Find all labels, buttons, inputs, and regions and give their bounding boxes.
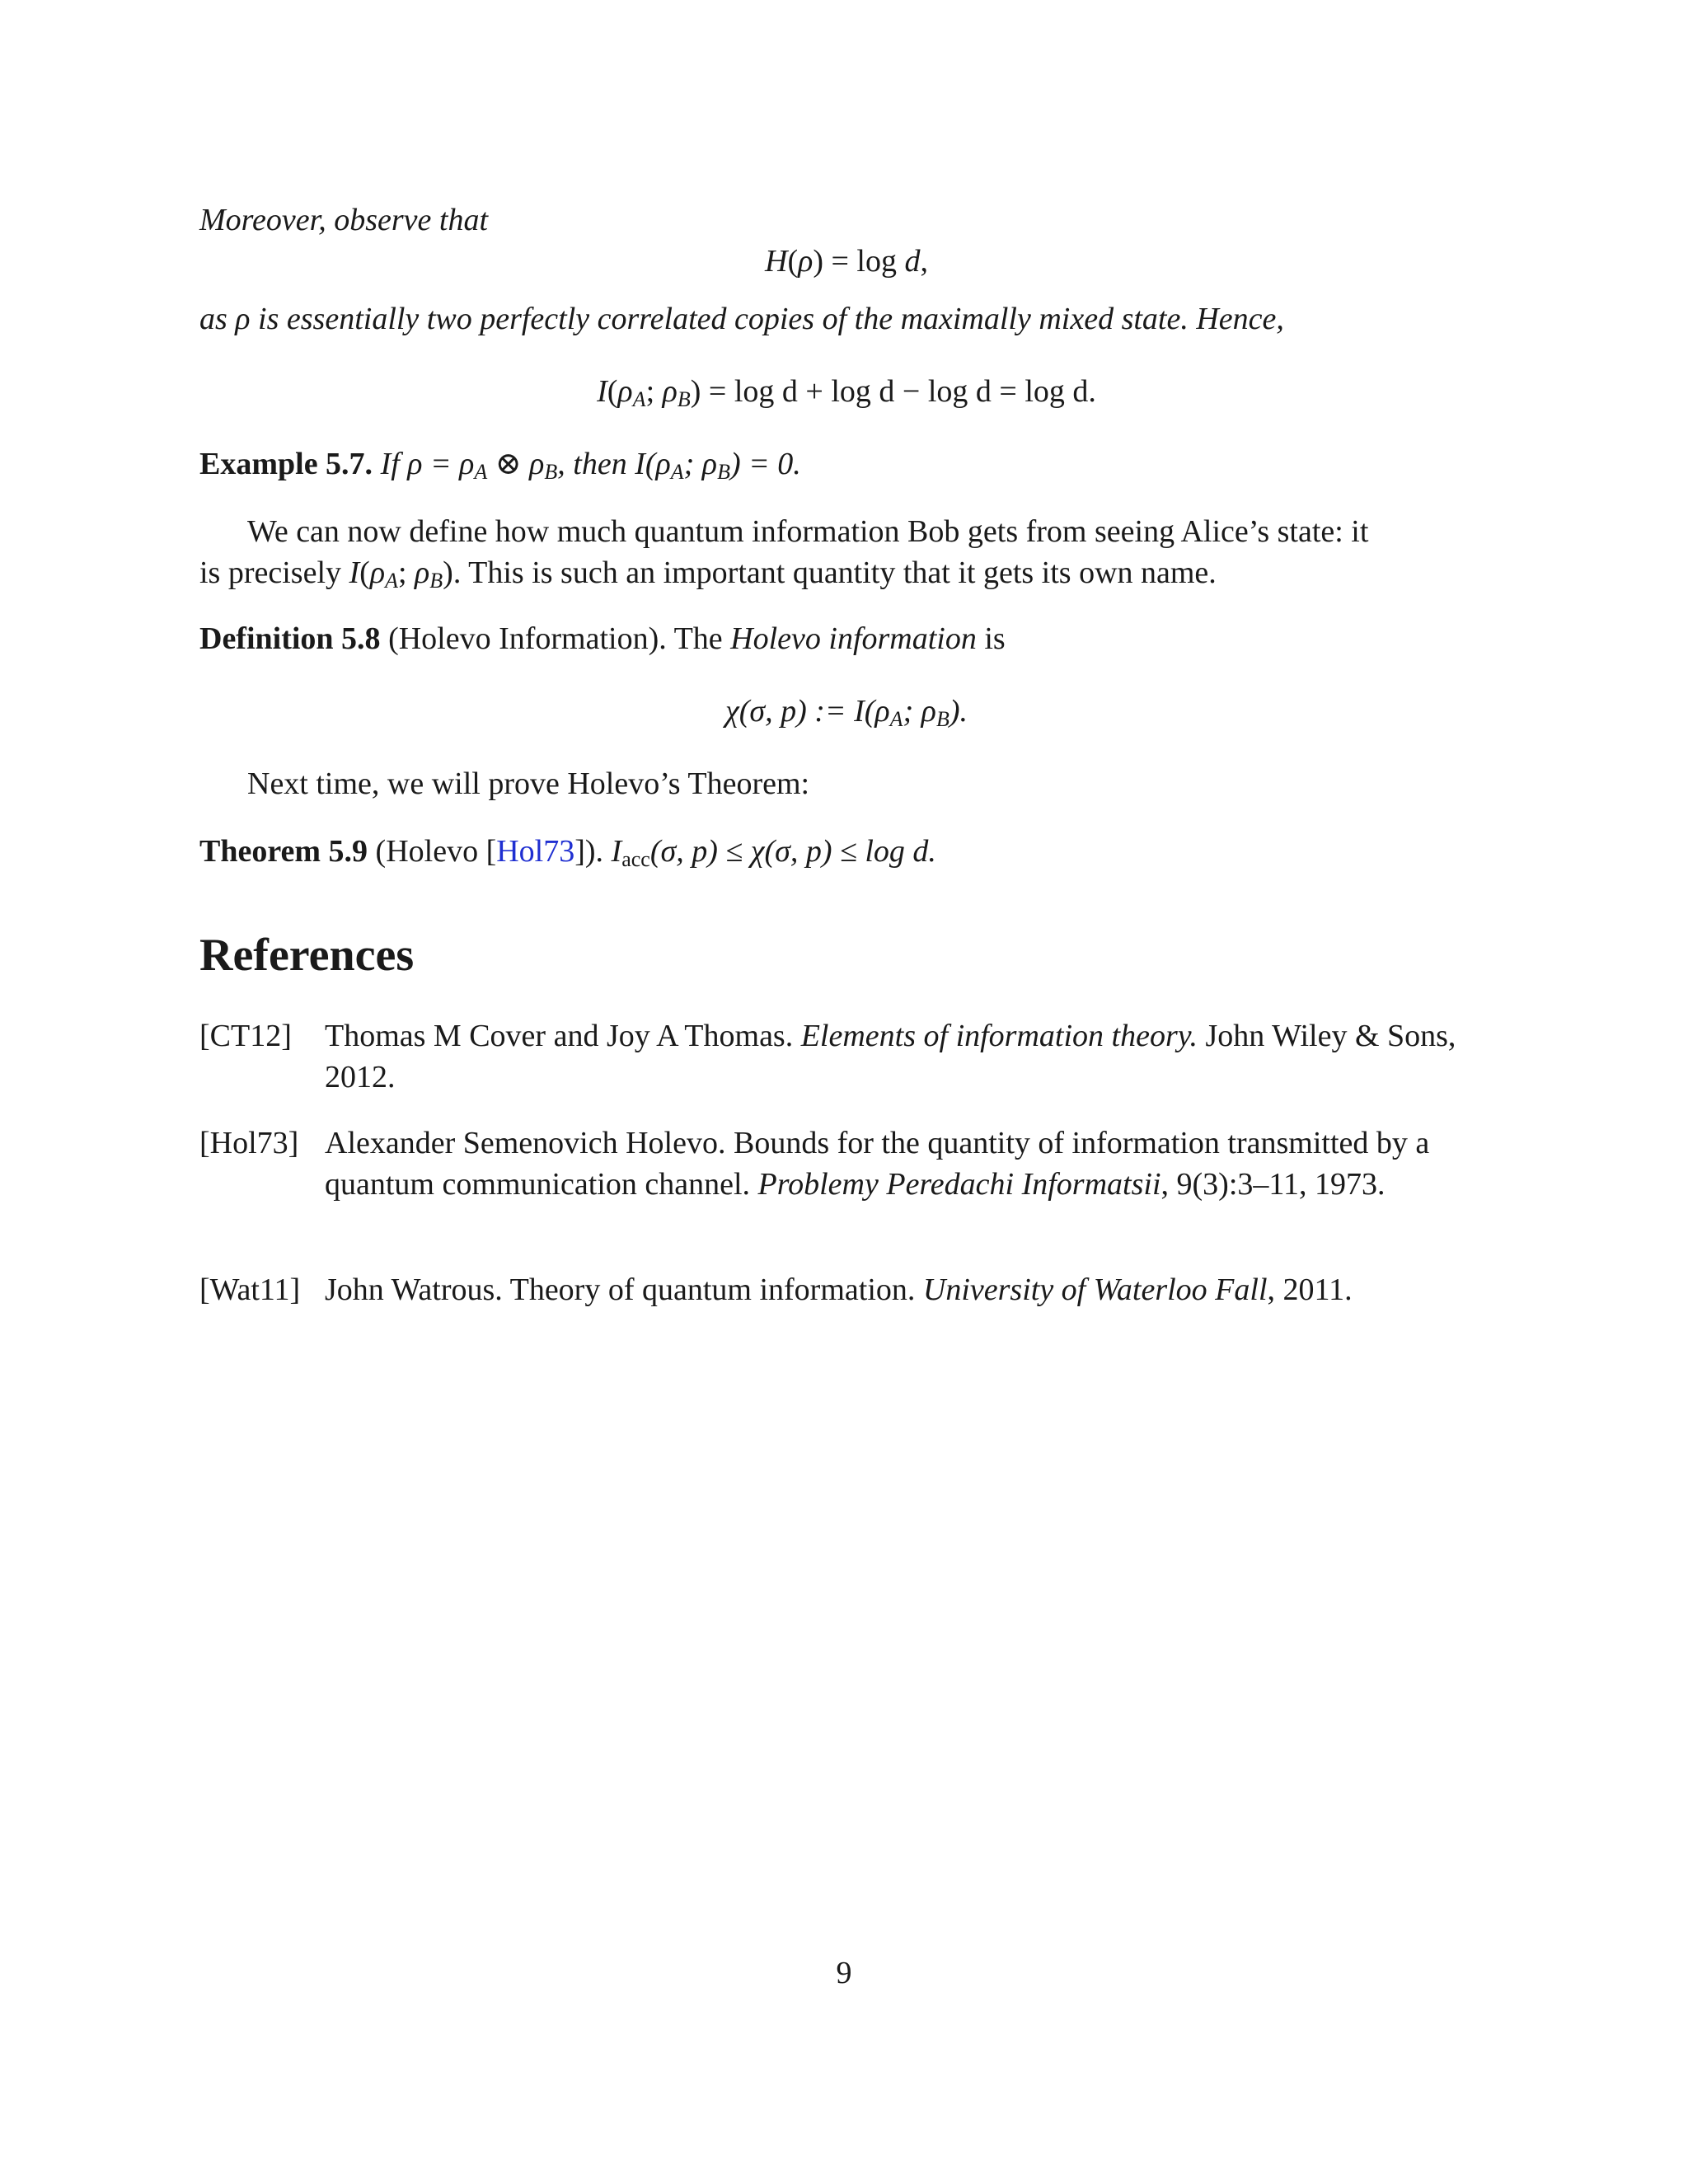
definition-t2: is	[976, 621, 1006, 656]
eq1-var: d	[904, 244, 921, 279]
reference-key: [Wat11]	[199, 1272, 301, 1307]
pn-sub-a: A	[385, 569, 398, 593]
reference-key: [Hol73]	[199, 1126, 299, 1160]
definition-name: (Holevo Information).	[388, 621, 667, 656]
ex-t2: ⊗ ρ	[487, 447, 545, 481]
theorem-sub-acc: acc	[621, 847, 650, 871]
ex-t5: ) = 0.	[729, 447, 801, 481]
theorem-label: Theorem 5.9	[199, 834, 368, 869]
paragraph-definition-intro	[199, 511, 1493, 593]
pn-rho2: ρ	[415, 555, 430, 590]
reference-text	[325, 1269, 1493, 1310]
ref-title: University of Waterloo Fall	[922, 1272, 1268, 1307]
paragraph-next-time: Next time, we will prove Holevo’s Theorem:	[247, 766, 810, 801]
equation-holevo-information	[199, 691, 1493, 732]
para-as-t2: is essentially two perfectly correlated copies of the maximally mixed state. Hence,	[250, 302, 1284, 336]
eq3-end: ).	[949, 694, 968, 729]
reference-key: [CT12]	[199, 1019, 292, 1053]
ref-a: John Watrous. Theory of quantum information.	[325, 1272, 923, 1307]
definition-5-8	[199, 618, 1493, 659]
theorem-I: I	[603, 834, 622, 869]
pn-d: ). This is such an important quantity that it gets its own name.	[443, 555, 1217, 590]
ex-sub-a2: A	[670, 460, 684, 484]
ref-b: , 9(3):3–11, 1973.	[1160, 1167, 1386, 1202]
example-label: Example 5.7.	[199, 447, 373, 481]
para-now-line2	[199, 552, 1493, 593]
equation-entropy: H(ρ) = log d,	[764, 244, 928, 279]
theorem-close: ]).	[574, 834, 604, 869]
example-body	[380, 447, 801, 484]
ex-t1: If ρ = ρ	[380, 447, 475, 481]
definition-t1: The	[666, 621, 731, 656]
eq2-rho2: ρ	[662, 374, 678, 409]
theorem-open: (Holevo [	[368, 834, 497, 869]
ref-b: , 2011.	[1267, 1272, 1353, 1307]
eq3-mid: ; ρ	[903, 694, 936, 729]
citation-link-hol73[interactable]: Hol73	[496, 834, 575, 869]
reference-text	[325, 1122, 1493, 1205]
eq3-sub-b: B	[935, 707, 950, 731]
pn-c: ;	[397, 555, 415, 590]
reference-ct12	[199, 1015, 1493, 1098]
pn-a: is precisely	[199, 555, 349, 590]
para-as-t1: as	[199, 302, 236, 336]
theorem-rest: (σ, p) ≤ χ(σ, p) ≤ log d.	[649, 834, 936, 869]
eq3-sub-a: A	[889, 707, 903, 731]
definition-term: Holevo information	[730, 621, 977, 656]
eq2-rho1: ρ	[617, 374, 633, 409]
para-now-line1: We can now define how much quantum information Bob gets from seeing Alice’s state: it	[247, 514, 1369, 549]
eq1-lhs: H	[764, 244, 788, 279]
eq2-sub-b: B	[677, 387, 691, 411]
intro-text: Moreover, observe that	[199, 203, 488, 237]
ref-a: Alexander Semenovich Holevo. Bounds for the quantity of information transmitted by a quantum communication channel.	[325, 1126, 1430, 1202]
pn-I: I	[349, 555, 360, 590]
ref-a: Thomas M Cover and Joy A Thomas.	[325, 1019, 801, 1053]
eq1-rhs: = log	[823, 244, 905, 279]
ex-t3: , then I(ρ	[557, 447, 671, 481]
theorem-5-9	[199, 831, 1493, 872]
eq2-sub-a: A	[632, 387, 646, 411]
eq2-I: I	[597, 374, 607, 409]
ex-sub-b: B	[544, 460, 558, 484]
eq2-semi: ;	[645, 374, 663, 409]
ex-sub-b2: B	[717, 460, 730, 484]
eq3-lhs: χ(σ, p) := I(ρ	[725, 694, 890, 729]
reference-text	[325, 1015, 1493, 1098]
ref-title: Problemy Peredachi Informatsii	[757, 1167, 1161, 1202]
ref-b: John Wiley & Sons, 2012.	[325, 1019, 1456, 1094]
pn-sub-b: B	[429, 569, 443, 593]
para-as-rho: ρ	[235, 302, 251, 336]
eq1-end: ,	[920, 244, 928, 279]
ex-t4: ; ρ	[683, 447, 718, 481]
definition-label: Definition 5.8	[199, 621, 381, 656]
paragraph-as-rho	[199, 298, 1493, 340]
equation-mutual-information: $I(\rho_A$; $\rho_B) = \log d + \log d - \log d = \log d$.	[597, 374, 1096, 411]
example-5-7	[199, 443, 1493, 485]
pn-b: (	[359, 555, 370, 590]
eq2-rhs: ) = log d + log d − log d = log d.	[690, 374, 1096, 409]
ref-title: Elements of information theory.	[800, 1019, 1198, 1053]
reference-hol73	[199, 1122, 1493, 1205]
references-heading: References	[199, 930, 415, 981]
ex-sub-a: A	[474, 460, 488, 484]
eq1-arg: ρ	[798, 244, 814, 279]
reference-wat11	[199, 1269, 1493, 1310]
pn-rho1: ρ	[369, 555, 386, 590]
page-number: 9	[836, 1956, 852, 1990]
